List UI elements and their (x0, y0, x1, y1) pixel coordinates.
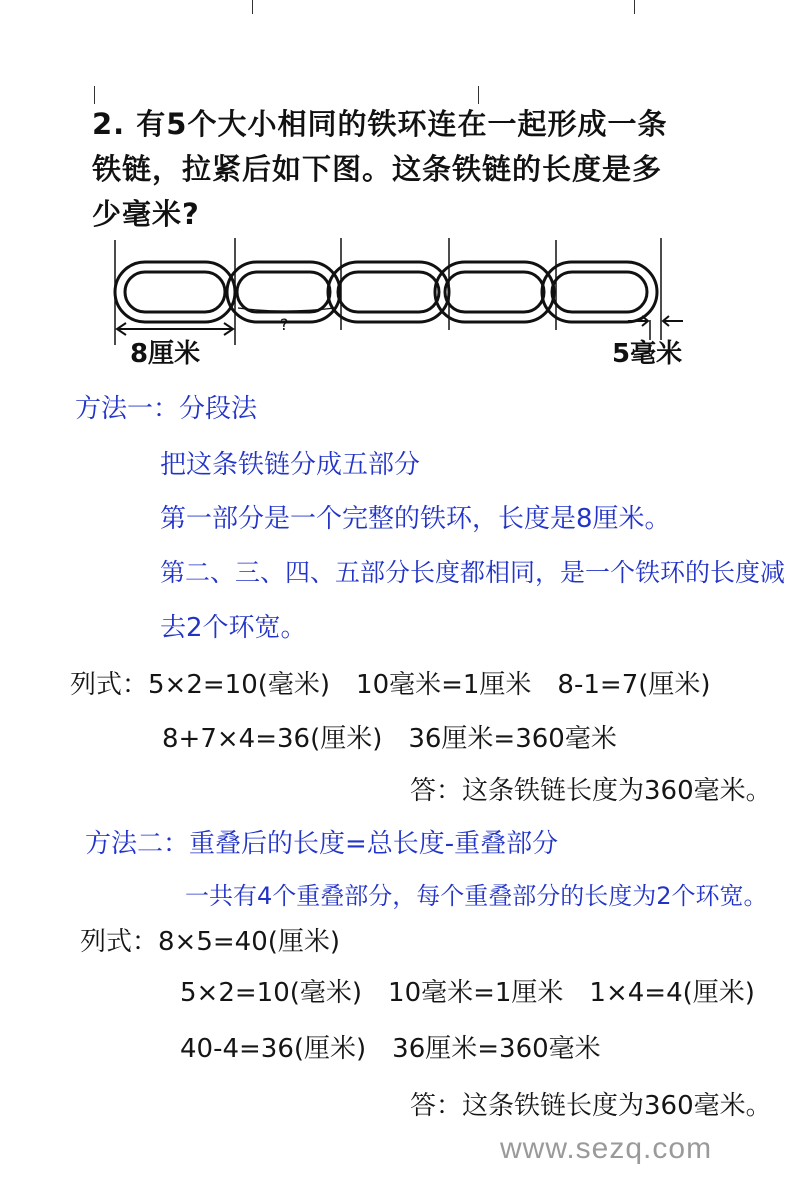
method2-formula: 列式：8×5=40(厘米) (80, 927, 341, 957)
method1-formula: 8+7×4=36(厘米) 36厘米=360毫米 (162, 724, 617, 754)
question-line-2: 铁链，拉紧后如下图。这条铁链的长度是多 (92, 152, 663, 186)
chain-link (435, 262, 554, 322)
question-mark: ? (280, 315, 289, 334)
method1-line: 把这条铁链分成五部分 (160, 450, 421, 480)
chain-diagram (0, 230, 800, 370)
method1-line: 第一部分是一个完整的铁环，长度是8厘米。 (160, 504, 671, 534)
method1-title: 方法一：分段法 (75, 394, 258, 424)
scan-mark (634, 0, 635, 14)
dimension-arrow-8cm (117, 323, 233, 335)
left-length-label: 8厘米 (130, 339, 201, 369)
method2-formula: 40-4=36(厘米) 36厘米=360毫米 (180, 1034, 601, 1064)
method2-line: 一共有4个重叠部分，每个重叠部分的长度为2个环宽。 (185, 882, 768, 910)
method1-line: 去2个环宽。 (160, 613, 307, 643)
right-width-label: 5毫米 (612, 339, 683, 369)
method2-title: 方法二：重叠后的长度=总长度-重叠部分 (85, 829, 559, 859)
dimension-arrow-5mm (628, 316, 683, 326)
method2-answer: 答：这条铁链长度为360毫米。 (410, 1091, 772, 1121)
chain-link (227, 262, 340, 322)
method1-answer: 答：这条铁链长度为360毫米。 (410, 776, 772, 806)
question-line-1: 2. 有5个大小相同的铁环连在一起形成一条 (92, 107, 668, 141)
watermark: www.sezq.com (500, 1132, 713, 1165)
method2-formula: 5×2=10(毫米) 10毫米=1厘米 1×4=4(厘米) (180, 978, 755, 1008)
chain-link (542, 262, 657, 322)
scan-mark (252, 0, 253, 14)
question-line-3: 少毫米? (92, 197, 200, 231)
chain-link (328, 262, 449, 322)
method1-formula: 列式：5×2=10(毫米) 10毫米=1厘米 8-1=7(厘米) (70, 670, 711, 700)
chain-link (115, 262, 235, 322)
method1-line: 第二、三、四、五部分长度都相同，是一个铁环的长度减 (160, 558, 786, 587)
